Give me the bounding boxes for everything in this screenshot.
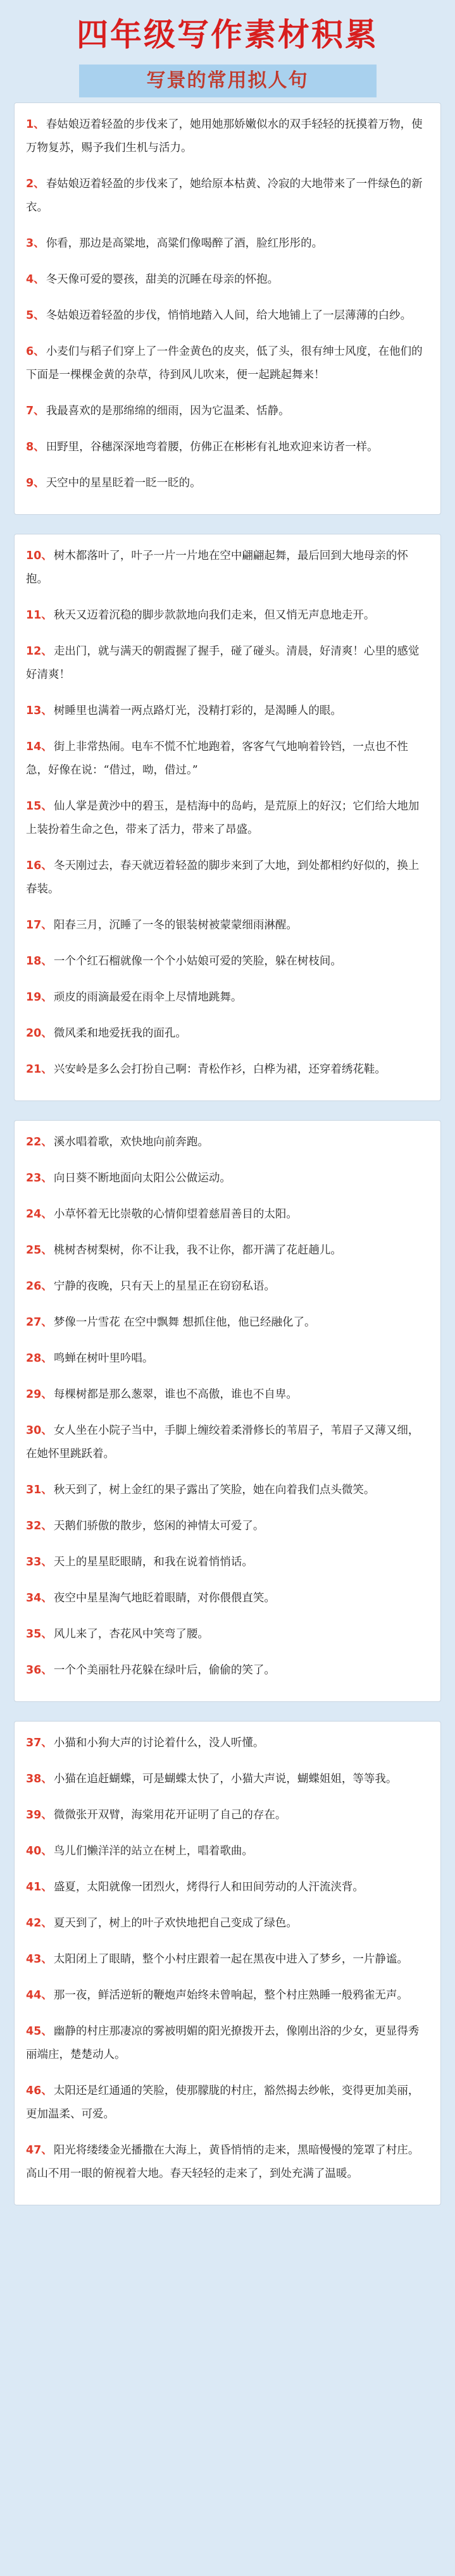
item-text: 向日葵不断地面向太阳公公做运动。: [53, 1172, 231, 1185]
item-number: 35、: [26, 1628, 53, 1641]
item-text: 小麦们与稻子们穿上了一件金黄色的皮夹，低了头，很有绅士风度，在他们的下面是一棵棵金黄的杂草，待到风儿吹来，便一起跳起舞来！: [26, 345, 423, 381]
item-text: 一个个美丽牡丹花躲在绿叶后，偷偷的笑了。: [53, 1664, 275, 1677]
item-number: 22、: [26, 1136, 53, 1149]
item-number: 41、: [26, 1881, 53, 1894]
sentence-item: [26, 1659, 429, 1682]
item-text: 风儿来了，杏花风中笑弯了腰。: [53, 1628, 209, 1641]
item-number: 19、: [26, 991, 53, 1004]
header: [14, 8, 441, 102]
item-number: 31、: [26, 1484, 53, 1496]
item-text: 微微张开双臂，海棠用花开证明了自己的存在。: [53, 1809, 287, 1821]
sentence-item: [26, 854, 429, 901]
item-text: 冬天刚过去，春天就迈着轻盈的脚步来到了大地，到处都相约好似的，换上春装。: [26, 860, 420, 896]
sentence-item: [26, 1419, 429, 1466]
sentence-item: [26, 1732, 429, 1755]
sentence-item: [26, 1058, 429, 1082]
section-card: [14, 534, 441, 1101]
item-number: 25、: [26, 1244, 53, 1257]
item-number: 4、: [26, 273, 45, 286]
sentence-item: [26, 640, 429, 687]
item-number: 30、: [26, 1424, 53, 1437]
sentence-item: [26, 1479, 429, 1502]
sentence-item: [26, 1768, 429, 1791]
item-number: 3、: [26, 237, 45, 250]
item-text: 天上的星星眨眼睛，和我在说着悄悄话。: [53, 1556, 253, 1568]
sentence-item: [26, 1840, 429, 1863]
item-number: 9、: [26, 477, 45, 490]
item-text: 鸟儿们懒洋洋的站立在树上，唱着歌曲。: [53, 1845, 253, 1858]
item-number: 44、: [26, 1989, 53, 2002]
item-number: 26、: [26, 1280, 53, 1293]
item-number: 15、: [26, 800, 53, 813]
item-text: 秋天又迈着沉稳的脚步款款地向我们走来，但又悄无声息地走开。: [53, 609, 375, 622]
item-number: 42、: [26, 1917, 53, 1930]
item-text: 田野里，谷穗深深地弯着腰，仿佛正在彬彬有礼地欢迎来访者一样。: [46, 441, 378, 453]
item-text: 春姑娘迈着轻盈的步伐来了，她给原本枯黄、冷寂的大地带来了一件绿色的新衣。: [26, 178, 423, 214]
item-number: 20、: [26, 1027, 53, 1040]
sentence-item: [26, 340, 429, 387]
item-text: 幽静的村庄那凄凉的雾被明媚的阳光撩拨开去，像刚出浴的少女，更显得秀丽端庄，楚楚动人。: [26, 2025, 420, 2061]
item-text: 天鹅们骄傲的散步，悠闲的神情太可爱了。: [53, 1520, 265, 1532]
item-text: 桃树杏树梨树，你不让我，我不让你，都开满了花赶趟儿。: [53, 1244, 342, 1257]
item-number: 33、: [26, 1556, 53, 1568]
sentence-item: [26, 113, 429, 160]
sentence-item: [26, 1551, 429, 1574]
item-text: 仙人掌是黄沙中的碧玉，是桔海中的岛屿，是荒原上的好汉；它们给大地加上装扮着生命之色，带来了活力，带来了昂盛。: [26, 800, 420, 836]
sentence-item: [26, 304, 429, 328]
sentence-item: [26, 268, 429, 292]
sentence-item: [26, 1587, 429, 1610]
item-text: 你看，那边是高粱地，高粱们像喝醉了酒，脸红彤彤的。: [46, 237, 323, 250]
sentence-item: [26, 604, 429, 627]
item-text: 我最喜欢的是那绵绵的细雨，因为它温柔、恬静。: [46, 405, 290, 417]
sentence-item: [26, 1167, 429, 1190]
item-text: 夏天到了，树上的叶子欢快地把自己变成了绿色。: [53, 1917, 297, 1930]
sentence-item: [26, 1239, 429, 1262]
section-card: [14, 102, 441, 515]
sentence-item: [26, 472, 429, 495]
item-number: 36、: [26, 1664, 53, 1677]
item-number: 40、: [26, 1845, 53, 1858]
item-number: 32、: [26, 1520, 53, 1532]
sentence-item: [26, 1804, 429, 1827]
item-number: 2、: [26, 178, 45, 190]
item-number: 14、: [26, 741, 53, 753]
sentence-item: [26, 173, 429, 219]
item-text: 鸣蝉在树叶里吟唱。: [53, 1352, 154, 1365]
sentence-item: [26, 1203, 429, 1226]
item-number: 43、: [26, 1953, 53, 1966]
subtitle-banner: 写景的常用拟人句: [79, 65, 377, 97]
item-text: 宁静的夜晚，只有天上的星星正在窃窃私语。: [53, 1280, 275, 1293]
item-text: 女人坐在小院子当中，手脚上缠绞着柔滑修长的苇眉子，苇眉子又薄又细，在她怀里跳跃着。: [26, 1424, 420, 1460]
item-number: 8、: [26, 441, 45, 453]
item-text: 太阳还是红通通的笑脸，使那朦胧的村庄，豁然揭去纱帐，变得更加美丽，更加温柔、可爱。: [26, 2085, 420, 2121]
sentence-item: [26, 436, 429, 459]
sentence-item: [26, 1984, 429, 2007]
item-text: 走出门，就与满天的朝霞握了握手，碰了碰头。清晨，好清爽！心里的感觉好清爽！: [26, 645, 420, 681]
item-text: 每棵树都是那么葱翠，谁也不高傲，谁也不自卑。: [53, 1388, 297, 1401]
item-number: 46、: [26, 2085, 53, 2097]
sentence-item: [26, 1347, 429, 1371]
item-number: 29、: [26, 1388, 53, 1401]
item-text: 春姑娘迈着轻盈的步伐来了，她用她那娇嫩似水的双手轻轻的抚摸着万物，使万物复苏，赐予我们生机与活力。: [26, 118, 423, 154]
item-number: 10、: [26, 550, 53, 562]
item-number: 23、: [26, 1172, 53, 1185]
item-number: 27、: [26, 1316, 53, 1329]
item-text: 溪水唱着歌，欢快地向前奔跑。: [53, 1136, 209, 1149]
item-text: 小猫在追赶蝴蝶，可是蝴蝶太快了，小猫大声说，蝴蝶姐姐，等等我。: [53, 1773, 397, 1785]
item-number: 16、: [26, 860, 53, 872]
sentence-item: [26, 1131, 429, 1154]
item-text: 顽皮的雨滴最爱在雨伞上尽情地跳舞。: [53, 991, 242, 1004]
sentence-item: [26, 699, 429, 723]
sentence-item: [26, 914, 429, 937]
sentence-item: [26, 1912, 429, 1935]
sentence-item: [26, 1515, 429, 1538]
item-text: 夜空中星星淘气地眨着眼睛，对你偎偎直笑。: [53, 1592, 275, 1605]
item-text: 微风柔和地爱抚我的面孔。: [53, 1027, 187, 1040]
item-text: 小猫和小狗大声的讨论着什么，没人听懂。: [53, 1737, 265, 1749]
sentence-item: [26, 2020, 429, 2067]
item-text: 天空中的星星眨着一眨一眨的。: [46, 477, 201, 490]
item-text: 秋天到了，树上金红的果子露出了笑脸，她在向着我们点头微笑。: [53, 1484, 375, 1496]
item-text: 树木都落叶了，叶子一片一片地在空中翩翩起舞，最后回到大地母亲的怀抱。: [26, 550, 408, 586]
item-number: 6、: [26, 345, 45, 358]
sentence-item: [26, 1948, 429, 1971]
sentence-item: [26, 950, 429, 973]
item-number: 11、: [26, 609, 53, 622]
item-number: 28、: [26, 1352, 53, 1365]
item-number: 13、: [26, 705, 53, 717]
item-number: 17、: [26, 919, 53, 932]
item-number: 7、: [26, 405, 45, 417]
item-number: 12、: [26, 645, 53, 658]
item-text: 街上非常热闹。电车不慌不忙地跑着，客客气气地响着铃铛，一点也不性急，好像在说：“借过，呦，借过。”: [26, 741, 408, 777]
item-number: 39、: [26, 1809, 53, 1821]
sentence-item: [26, 1383, 429, 1407]
item-text: 那一夜，鲜活逆斩的鞭炮声始终未曾响起，整个村庄熟睡一般鸦雀无声。: [53, 1989, 408, 2002]
sentence-item: [26, 1876, 429, 1899]
item-number: 18、: [26, 955, 53, 968]
item-text: 小草怀着无比崇敬的心情仰望着慈眉善目的太阳。: [53, 1208, 297, 1221]
sentence-item: [26, 1275, 429, 1298]
sentence-item: [26, 400, 429, 423]
sections-container: [14, 102, 441, 2205]
item-text: 兴安岭是多么会打扮自己啊：青松作衫，白桦为裙，还穿着绣花鞋。: [53, 1063, 386, 1076]
sentence-item: [26, 2139, 429, 2186]
sentence-item: [26, 1311, 429, 1334]
item-text: 一个个红石榴就像一个个小姑娘可爱的笑脸，躲在树枝间。: [53, 955, 342, 968]
item-number: 24、: [26, 1208, 53, 1221]
item-text: 阳光将缕缕金光播撒在大海上，黄昏悄悄的走来，黑暗慢慢的笼罩了村庄。高山不用一眼的俯视着大地。春天轻轻的走来了，到处充满了温暖。: [26, 2144, 420, 2180]
item-text: 梦像一片雪花 在空中飘舞 想抓住他，他已经融化了。: [53, 1316, 316, 1329]
item-text: 冬天像可爱的婴孩，甜美的沉睡在母亲的怀抱。: [46, 273, 279, 286]
sentence-item: [26, 2080, 429, 2126]
item-number: 34、: [26, 1592, 53, 1605]
item-number: 37、: [26, 1737, 53, 1749]
item-number: 47、: [26, 2144, 53, 2157]
item-number: 45、: [26, 2025, 53, 2038]
page-title: 四年级写作素材积累: [77, 16, 378, 53]
item-number: 21、: [26, 1063, 53, 1076]
item-number: 1、: [26, 118, 45, 131]
sentence-item: [26, 1022, 429, 1045]
item-text: 阳春三月，沉睡了一冬的银装树被蒙蒙细雨淋醒。: [53, 919, 297, 932]
sentence-item: [26, 795, 429, 842]
sentence-item: [26, 1623, 429, 1646]
item-number: 5、: [26, 309, 45, 322]
sentence-item: [26, 736, 429, 782]
sentence-item: [26, 986, 429, 1009]
sentence-item: [26, 545, 429, 591]
item-text: 树睡里也满着一两点路灯光，没精打彩的，是渴睡人的眼。: [53, 705, 342, 717]
item-number: 38、: [26, 1773, 53, 1785]
section-card: [14, 1721, 441, 2205]
section-card: [14, 1120, 441, 1702]
item-text: 冬姑娘迈着轻盈的步伐，悄悄地踏入人间，给大地铺上了一层薄薄的白纱。: [46, 309, 412, 322]
item-text: 太阳闭上了眼睛，整个小村庄跟着一起在黑夜中进入了梦乡，一片静谧。: [53, 1953, 408, 1966]
sentence-item: [26, 232, 429, 256]
item-text: 盛夏，太阳就像一团烈火，烤得行人和田间劳动的人汗流浃背。: [53, 1881, 364, 1894]
